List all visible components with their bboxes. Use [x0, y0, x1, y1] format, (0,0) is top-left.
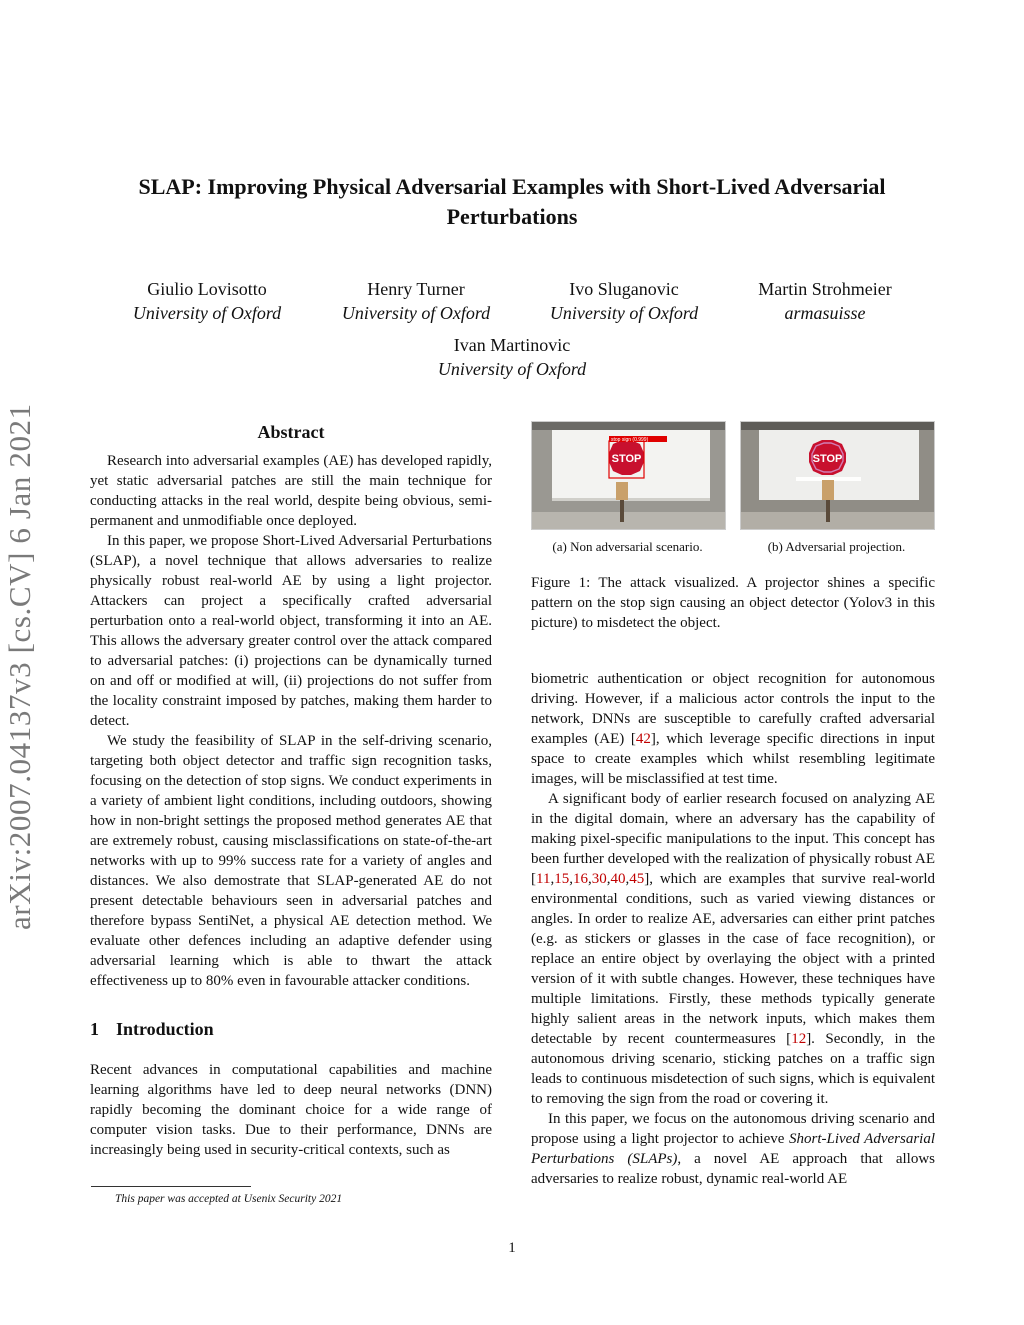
footnote-rule	[91, 1186, 251, 1187]
citation[interactable]: 45	[629, 871, 645, 887]
stop-sign-text-b: STOP	[812, 453, 843, 465]
abstract-paragraph-3: We study the feasibility of SLAP in the self-driving scenario, targeting both object detector and traffic sign recognition tasks, focusing on the detection of stop signs. We conduct experiments in a variety of ambient light conditions, including outdoors, showing how in non-bright settings the proposed method generates AE that are extremely robust, causing misclassifications on state-of-the-art networks with up to 99% success rate for a variety of angles and distances. We also demostrate that SLAP-generated AE do not present detectable behaviours seen in adversarial patches and therefore bypass SentiNet, a physical AE detection method. We evaluate other defences including an adaptive defender using adversarial learning which is able to thwart the attack effectiveness up to 80% even in favourable attacker conditions.	[90, 733, 492, 989]
citation[interactable]: 40	[610, 871, 626, 887]
citation[interactable]: 42	[635, 731, 651, 747]
left-column	[90, 422, 492, 1160]
photo-adversarial	[740, 421, 935, 530]
text-segment: ], which are examples that survive real-world environmental conditions, such as varied viewing distances or angles. In order to realize AE, adversaries can either print patches (e.g. as stickers or glasses in the case of face recognition), or replace an entire object by overlaying the object with a printed version of it with subtle changes. However, these techniques have multiple limitations. Firstly, these methods typically generate highly salient areas in the network inputs, which makes them detectable by recent countermeasures [	[531, 871, 935, 1047]
footnote: This paper was accepted at Usenix Security 2021	[115, 1193, 343, 1205]
text-segment: In this paper, we focus on the autonomous driving scenario and propose using a light projector to achieve	[531, 1111, 935, 1147]
author-affiliation: armasuisse	[784, 303, 866, 323]
photo-non-adversarial-image	[532, 422, 725, 529]
right-paragraph-3	[531, 1109, 935, 1189]
section-title: Introduction	[116, 1019, 214, 1039]
stop-sign-text-a: STOP	[611, 453, 642, 465]
photo-non-adversarial	[531, 421, 726, 530]
citation[interactable]: 30	[591, 871, 607, 887]
citation[interactable]: 16	[572, 871, 588, 887]
emphasis: Short-Lived Adversarial Perturbations (SLAPs)	[531, 1131, 935, 1167]
author-block-1	[107, 277, 307, 325]
author-block-2	[316, 277, 516, 325]
right-paragraph-1	[531, 669, 935, 789]
author-name: Martin Strohmeier	[758, 279, 892, 299]
author-name: Giulio Lovisotto	[147, 279, 267, 299]
text-segment: biometric authentication or object recognition for autonomous driving. However, if a malicious actor controls the input to the network, DNNs are susceptible to carefully crafted adversarial examples (AE) [	[531, 671, 935, 747]
arxiv-identifier: arXiv:2007.04137v3 [cs.CV] 6 Jan 2021	[2, 403, 37, 930]
title-line-2: Perturbations	[446, 204, 578, 229]
subcaption-b: (b) Adversarial projection.	[767, 539, 906, 554]
text-segment: , a novel AE approach that allows adversaries to realize robust, dynamic real-world AE	[531, 1151, 935, 1187]
author-name: Ivan Martinovic	[453, 335, 571, 355]
citation[interactable]: 15	[554, 871, 570, 887]
author-block-3	[524, 277, 724, 325]
subcaption-a: (a) Non adversarial scenario.	[552, 539, 703, 554]
intro-paragraph-1: Recent advances in computational capabilities and machine learning algorithms have led to deep neural networks (DNN) rapidly becoming the dominant choice for a wide range of computer vision tasks. Due to their performance, DNNs are increasingly being used in security-critical contexts, such as	[90, 1062, 492, 1158]
text-segment: ], which leverage specific directions in input space to create examples which whilst resembling legitimate images, will be misclassified at test time.	[531, 731, 935, 787]
text-segment: ]. Secondly, in the autonomous driving scenario, sticking patches on a traffic sign leads to continuous misdetection of such signs, which is equivalent to removing the sign from the road or covering it.	[531, 1031, 935, 1107]
citation[interactable]: 12	[791, 1031, 807, 1047]
author-block-5	[412, 333, 612, 381]
text-segment: A significant body of earlier research focused on analyzing AE in the digital domain, where an adversary has the capability of making pixel-specific manipulations to the input. This concept has been further developed with the realization of physically robust AE [	[531, 791, 935, 887]
abstract-heading: Abstract	[257, 422, 325, 442]
abstract-paragraph-1: Research into adversarial examples (AE) has developed rapidly, yet static adversarial patches are still the main technique for conducting attacks in the real world, despite being obvious, semi-permanent and unmodifiable once deployed.	[90, 453, 492, 529]
right-paragraph-2: A significant body of earlier research focused on analyzing AE in the digital domain, where an adversary has the capability of making pixel-specific manipulations to the input. This concept has been further developed with the realization of physically robust AE [11,15,16,30,40,45], which are examples that survive real-world environmental conditions, such as varied viewing distances or angles. In order to realize AE, adversaries can either print patches (e.g. as stickers or glasses in the case of face recognition), or replace an entire object by overlaying the object with a printed version of it with subtle changes. However, these techniques have multiple limitations. Firstly, these methods typically generate highly salient areas in the network inputs, which makes them detectable by recent countermeasures [12]. Secondly, in the autonomous driving scenario, sticking patches on a traffic sign leads to continuous misdetection of such signs, which is equivalent to removing the sign from the road or covering it.	[531, 791, 935, 1107]
intro-heading	[90, 1019, 492, 1039]
author-name: Ivo Sluganovic	[569, 279, 679, 299]
section-number: 1	[90, 1019, 99, 1039]
author-affiliation: University of Oxford	[132, 303, 282, 323]
author-affiliation: University of Oxford	[341, 303, 491, 323]
detection-label: stop sign (0.999)	[611, 437, 649, 443]
title-line-1: SLAP: Improving Physical Adversarial Examples with Short-Lived Adversarial	[138, 174, 886, 199]
abstract-paragraph-2: In this paper, we propose Short-Lived Adversarial Perturbations (SLAP), a novel technique that allows adversaries to realize physically robust real-world AE by using a light projector. Attackers can project a specifically crafted adversarial perturbation onto a real-world object, transforming it into an AE. This allows the adversary greater control over the attack compared to adversarial patches: (i) projections can be dynamically turned on and off or modified at will, (ii) projections do not suffer from the locality constraint imposed by patches, making them harder to detect.	[90, 533, 492, 729]
figure-caption: Figure 1: The attack visualized. A projector shines a specific pattern on the stop sign causing an object detector (Yolov3 in this picture) to misdetect the object.	[531, 575, 935, 631]
citation[interactable]: 11	[536, 871, 551, 887]
paper-title	[60, 172, 964, 232]
author-name: Henry Turner	[367, 279, 465, 299]
author-affiliation: University of Oxford	[437, 359, 587, 379]
page-number: 1	[508, 1240, 516, 1256]
author-affiliation: University of Oxford	[549, 303, 699, 323]
right-column	[531, 669, 935, 1189]
photo-adversarial-image	[741, 422, 934, 529]
author-block-4	[725, 277, 925, 325]
